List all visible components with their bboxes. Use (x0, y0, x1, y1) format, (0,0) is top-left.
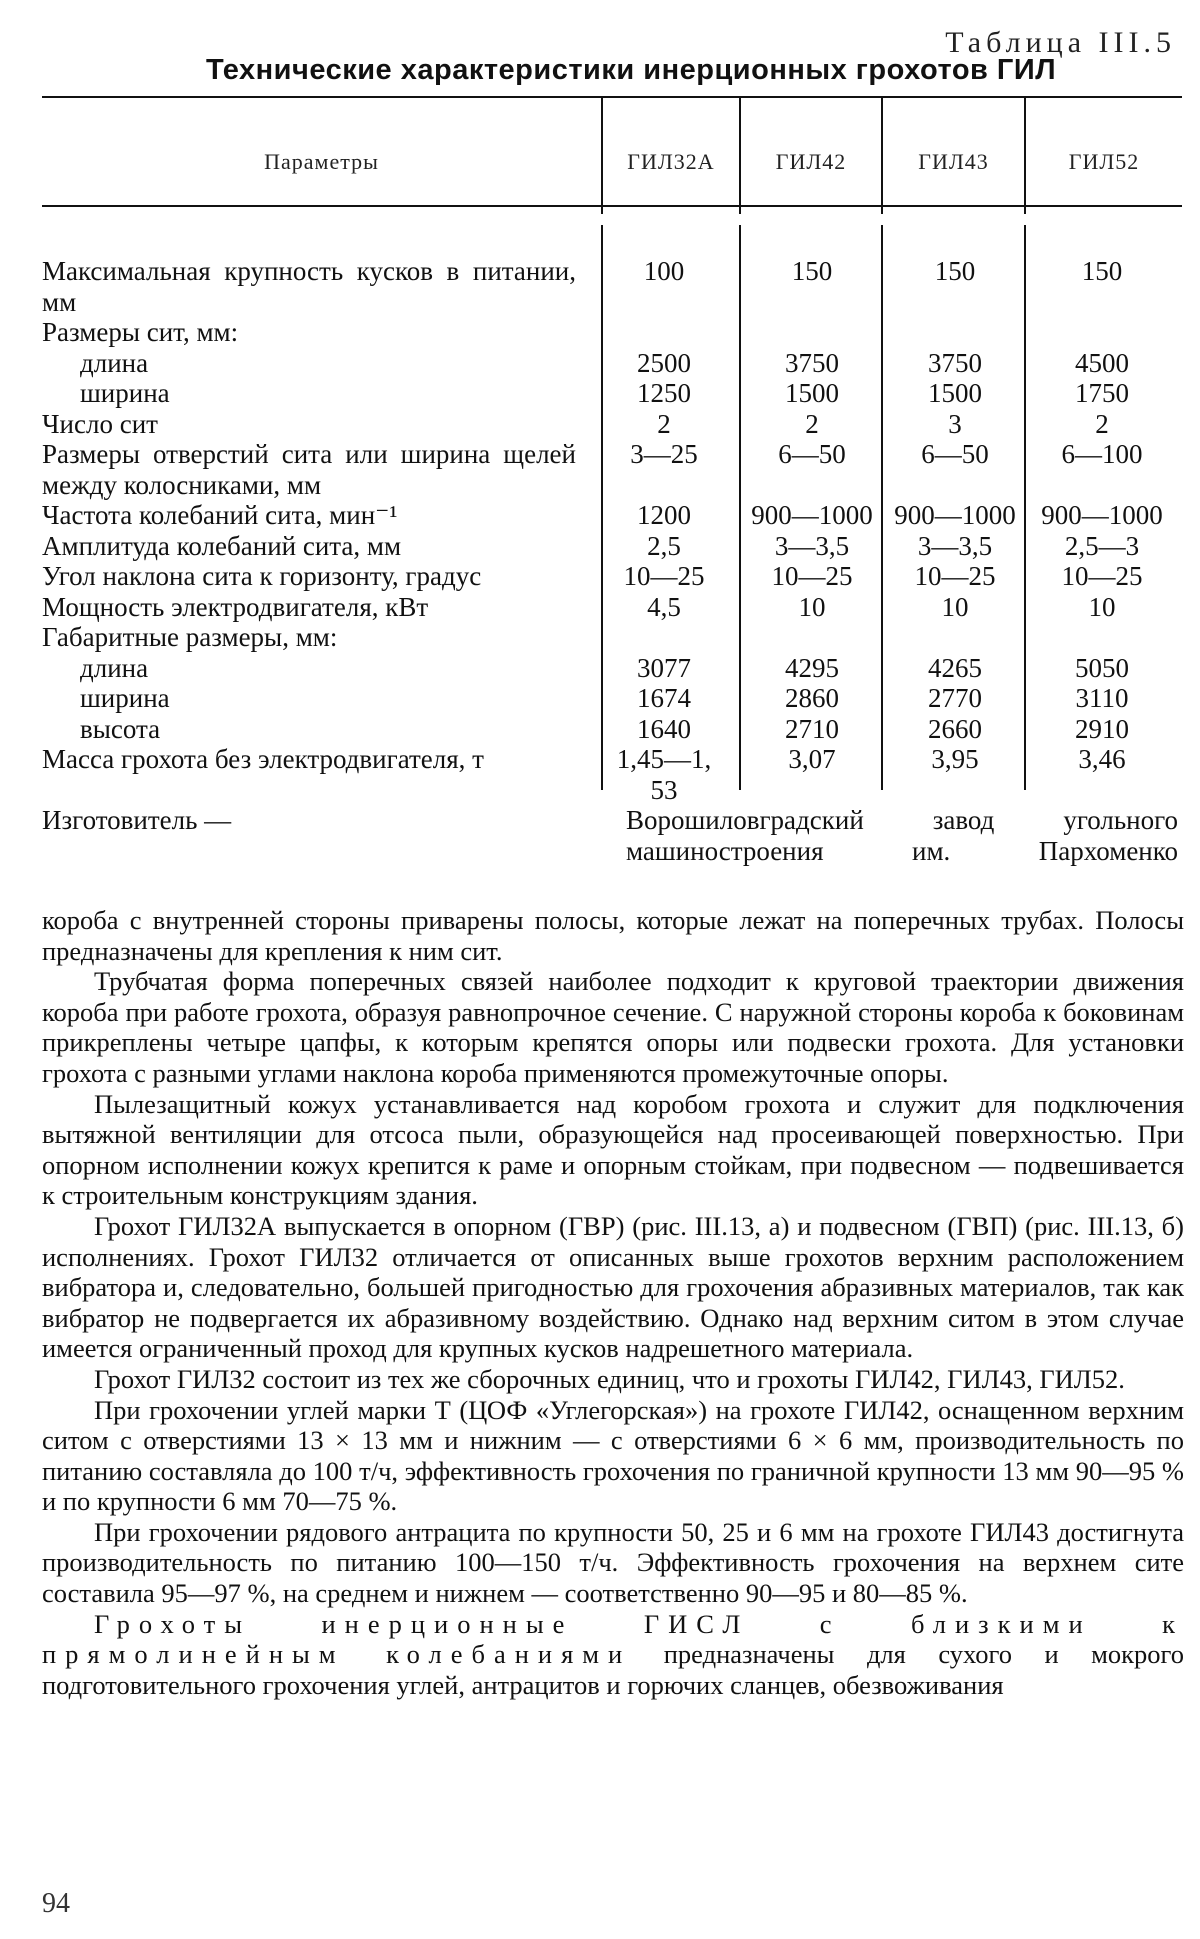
value-cell: 1,45—1,53 (616, 744, 712, 805)
value-cell: 10 (941, 591, 969, 622)
value-cell: 4,5 (647, 591, 681, 622)
param-label: Масса грохота без электродвигателя, т (42, 744, 484, 774)
value-cell: 2 (657, 408, 671, 439)
value-cell: 2,5—3 (1064, 530, 1140, 561)
value-cell: 4295 (785, 652, 839, 683)
paragraph (42, 1609, 1184, 1701)
table-title: Технические характеристики инерционных грохотов ГИЛ (206, 54, 1057, 86)
value-cell: 1674 (637, 683, 691, 713)
value-cell: 2710 (785, 713, 839, 744)
value-cell: 3,46 (1078, 744, 1126, 774)
table-row (36, 409, 1186, 440)
param-label: длина (80, 347, 149, 378)
spaced-lead: Грохоты инерционные ГИСЛ с близкими к прямолинейным колебаниями (42, 1608, 1184, 1670)
param-label: высота (80, 713, 161, 744)
value-cell: 900—1000 (894, 500, 1016, 530)
value-cell: 4500 (1075, 347, 1129, 378)
value-cell: 6—50 (778, 439, 846, 469)
table-row (36, 256, 1186, 317)
value-cell: 100 (643, 256, 685, 286)
value-cell: 150 (1081, 256, 1123, 286)
body-text (42, 905, 1184, 1700)
paragraph: При грохочении рядового антрацита по крупности 50, 25 и 6 мм на грохоте ГИЛ43 достигнута производительность по питанию 100—150 т/ч. Эффективность грохочения на верхнем сите составила 95—97 %, на среднем и нижнем — соответственно 90—95 и 80—85 %. (42, 1516, 1184, 1609)
table-row (36, 317, 1186, 348)
value-cell: 3—3,5 (774, 530, 850, 561)
value-cell: 3750 (928, 347, 982, 378)
table-row (36, 714, 1186, 745)
value-cell: 1250 (637, 378, 691, 408)
header-params: Параметры (264, 149, 379, 174)
paragraph: короба с внутренней стороны приварены полосы, которые лежат на поперечных трубах. Полосы предназначены для крепления к ним сит. (42, 905, 1184, 966)
manufacturer-label: Изготовитель — (42, 805, 232, 835)
header-gil43: ГИЛ43 (918, 149, 989, 174)
value-cell: 1640 (637, 713, 691, 744)
value-cell: 3077 (637, 652, 691, 683)
table-row (36, 592, 1186, 623)
table-row (36, 744, 1186, 805)
value-cell: 3 (948, 408, 962, 439)
paragraph: Пылезащитный кожух устанавливается над коробом грохота и служит для подключения вытяжной вентиляции для отсоса пыли, образующейся над просеивающей поверхностью. При опорном исполнении кожух крепится к раме и опорным стойкам, при подвесном — подвешивается к строительным конструкциям здания. (42, 1088, 1184, 1211)
value-cell: 3—3,5 (917, 530, 993, 561)
value-cell: 5050 (1075, 652, 1129, 683)
page-number: 94 (42, 1888, 70, 1919)
table-row (36, 683, 1186, 714)
value-cell: 4265 (928, 652, 982, 683)
paragraph: При грохочении углей марки Т (ЦОФ «Углегорская») на грохоте ГИЛ42, оснащенном верхним ситом с отверстиями 13 × 13 мм и нижним — с отверстиями 6 × 6 мм, производительность по питанию составляла до 100 т/ч, эффективность грохочения по граничной крупности 13 мм 90—95 % и по крупности 6 мм 70—75 %. (42, 1394, 1184, 1517)
param-label: длина (80, 652, 149, 683)
value-cell: 3750 (785, 347, 839, 378)
value-cell: 2770 (928, 683, 982, 713)
param-label: Мощность электродвигателя, кВт (42, 591, 429, 622)
table-row (36, 653, 1186, 684)
param-label: Габаритные размеры, мм: (42, 622, 338, 652)
value-cell: 10 (1088, 591, 1116, 622)
value-cell: 10—25 (914, 561, 996, 591)
table-body (36, 256, 1186, 866)
value-cell: 3,07 (788, 744, 836, 774)
param-label: Размеры отверстий сита или ширина щелей между колосниками, мм (42, 439, 576, 500)
value-cell: 10—25 (771, 561, 853, 591)
manufacturer-value: Ворошиловградский завод угольного машиностроения им. Пархоменко (626, 805, 1178, 866)
param-label: Угол наклона сита к горизонту, градус (42, 561, 482, 591)
value-cell: 2860 (785, 683, 839, 713)
value-cell: 150 (934, 256, 976, 286)
value-cell: 2 (805, 408, 819, 439)
value-cell: 1500 (928, 378, 982, 408)
table-row (36, 348, 1186, 379)
value-cell: 6—100 (1061, 439, 1143, 469)
param-label: Размеры сит, мм: (42, 317, 239, 347)
header-gil52: ГИЛ52 (1068, 149, 1140, 174)
value-cell: 1750 (1075, 378, 1129, 408)
paragraph: Трубчатая форма поперечных связей наиболее подходит к круговой траектории движения короба при работе грохота, образуя равнопрочное сечение. С наружной стороны короба к боковинам прикреплены четыре цапфы, к которым крепятся опоры или подвески грохота. Для установки грохота с разными углами наклона короба применяются промежуточные опоры. (42, 966, 1184, 1088)
value-cell: 1500 (785, 378, 839, 408)
header-gil32a: ГИЛ32А (627, 149, 715, 174)
param-label: ширина (80, 378, 170, 408)
value-cell: 3110 (1075, 683, 1129, 713)
value-cell: 3,95 (931, 744, 979, 774)
param-label: Максимальная крупность кусков в питании, мм (42, 256, 576, 317)
param-label: Число сит (42, 408, 158, 439)
param-label: Частота колебаний сита, мин⁻¹ (42, 500, 398, 530)
paragraph-rest: предназначены для сухого и мокрого подготовительного грохочения углей, антрацитов и горючих сланцев, обезвоживания (42, 1639, 1184, 1700)
param-label: Амплитуда колебаний сита, мм (42, 530, 402, 561)
table-row (36, 378, 1186, 409)
value-cell: 3—25 (630, 439, 698, 469)
value-cell: 150 (791, 256, 833, 286)
value-cell: 2,5 (647, 530, 681, 561)
table-row (36, 561, 1186, 592)
table-top-rule (42, 96, 1182, 98)
manufacturer-row (36, 805, 1186, 866)
value-cell: 900—1000 (751, 500, 873, 530)
param-label: ширина (80, 683, 170, 713)
table-row (36, 500, 1186, 531)
table-caption: Таблица III.5 (945, 26, 1176, 59)
value-cell: 900—1000 (1041, 500, 1163, 530)
table-row (36, 439, 1186, 500)
header-gil42: ГИЛ42 (775, 149, 847, 174)
value-cell: 2910 (1075, 713, 1129, 744)
value-cell: 10—25 (623, 561, 705, 591)
value-cell: 2660 (928, 713, 982, 744)
table-row (36, 622, 1186, 653)
value-cell: 10 (798, 591, 826, 622)
value-cell: 10—25 (1061, 561, 1143, 591)
table-row (36, 531, 1186, 562)
value-cell: 2500 (637, 347, 691, 378)
value-cell: 6—50 (921, 439, 989, 469)
paragraph: Грохот ГИЛ32 состоит из тех же сборочных единиц, что и грохоты ГИЛ42, ГИЛ43, ГИЛ52. (94, 1363, 1125, 1394)
value-cell: 2 (1095, 408, 1109, 439)
paragraph: Грохот ГИЛ32А выпускается в опорном (ГВР) (рис. III.13, а) и подвесном (ГВП) (рис. III.13, б) исполнениях. Грохот ГИЛ32 отличается от описанных выше грохотов верхним расположением вибратора и, следовательно, большей пригодностью для грохочения абразивных материалов, так как вибратор не подвергается их абразивному воздействию. Однако над верхним ситом в этом случае имеется ограниченный проход для крупных кусков надрешетного материала. (42, 1210, 1184, 1364)
value-cell: 1200 (637, 500, 691, 530)
